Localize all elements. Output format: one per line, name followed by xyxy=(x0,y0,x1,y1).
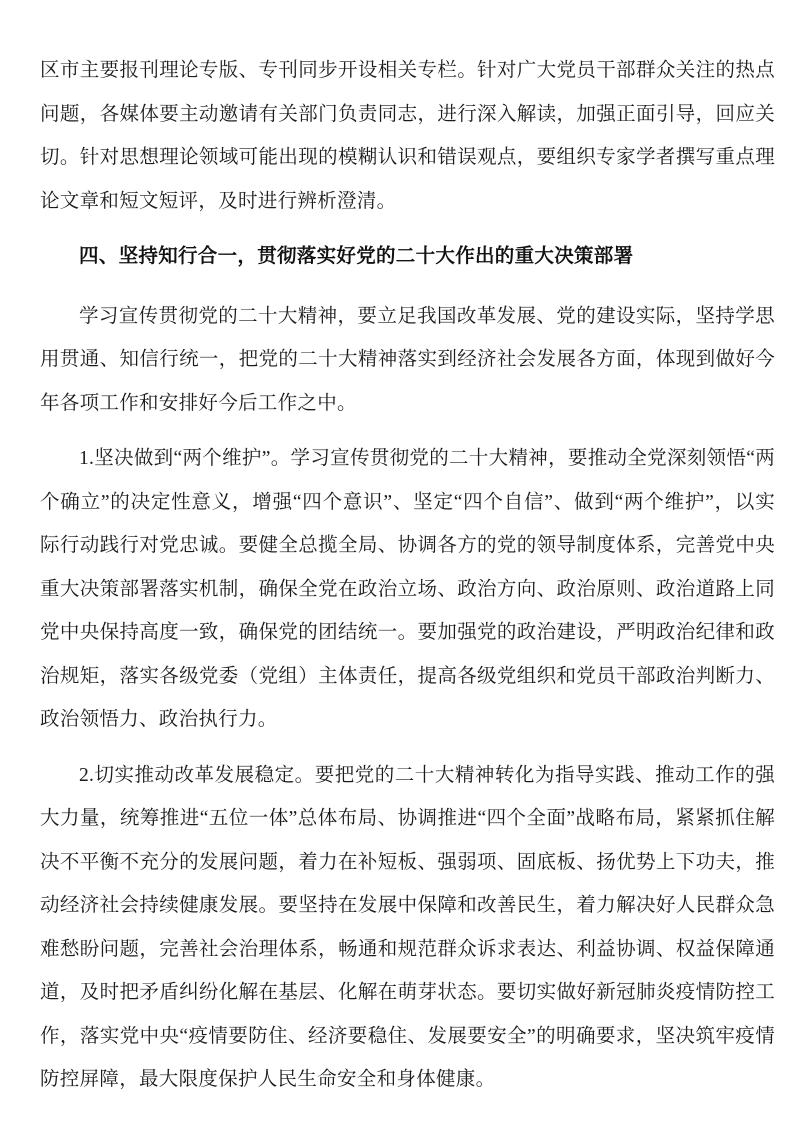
paragraph-item-1: 1.坚决做到“两个维护”。学习宣传贯彻党的二十大精神，要推动全党深刻领悟“两个确立”的决定性意义，增强“四个意识”、坚定“四个自信”、做到“两个维护”，以实际行动践行对党忠诚。要健全总揽全局、协调各方的党的领导制度体系，完善党中央重大决策部署落实机制，确保全党在政治立场、政治方向、政治原则、政治道路上同党中央保持高度一致，确保党的团结统一。要加强党的政治建设，严明政治纪律和政治规矩，落实各级党委（党组）主体责任，提高各级党组织和党员干部政治判断力、政治领悟力、政治执行力。 xyxy=(40,448,775,730)
paragraph-intro: 学习宣传贯彻党的二十大精神，要立足我国改革发展、党的建设实际，坚持学思用贯通、知信行统一，把党的二十大精神落实到经济社会发展各方面，体现到做好今年各项工作和安排好今后工作之中。 xyxy=(40,305,775,414)
section-heading: 四、坚持知行合一，贯彻落实好党的二十大作出的重大决策部署 xyxy=(79,246,634,267)
paragraph-item-2: 2.切实推动改革发展稳定。要把党的二十大精神转化为指导实践、推动工作的强大力量，统筹推进“五位一体”总体布局、协调推进“四个全面”战略布局，紧紧抓住解决不平衡不充分的发展问题，着力在补短板、强弱项、固底板、扬优势上下功夫，推动经济社会持续健康发展。要坚持在发展中保障和改善民生，着力解决好人民群众急难愁盼问题，完善社会治理体系，畅通和规范群众诉求表达、利益协调、权益保障通道，及时把矛盾纠纷化解在基层、化解在萌芽状态。要切实做好新冠肺炎疫情防控工作，落实党中央“疫情要防住、经济要稳住、发展要安全”的明确要求，坚决筑牢疫情防控屏障，最大限度保护人民生命安全和身体健康。 xyxy=(40,764,775,1090)
paragraph-continuation: 区市主要报刊理论专版、专刊同步开设相关专栏。针对广大党员干部群众关注的热点问题，各媒体要主动邀请有关部门负责同志，进行深入解读，加强正面引导，回应关切。针对思想理论领域可能出现的模糊认识和错误观点，要组织专家学者撰写重点理论文章和短文短评，及时进行辨析澄清。 xyxy=(40,60,775,212)
